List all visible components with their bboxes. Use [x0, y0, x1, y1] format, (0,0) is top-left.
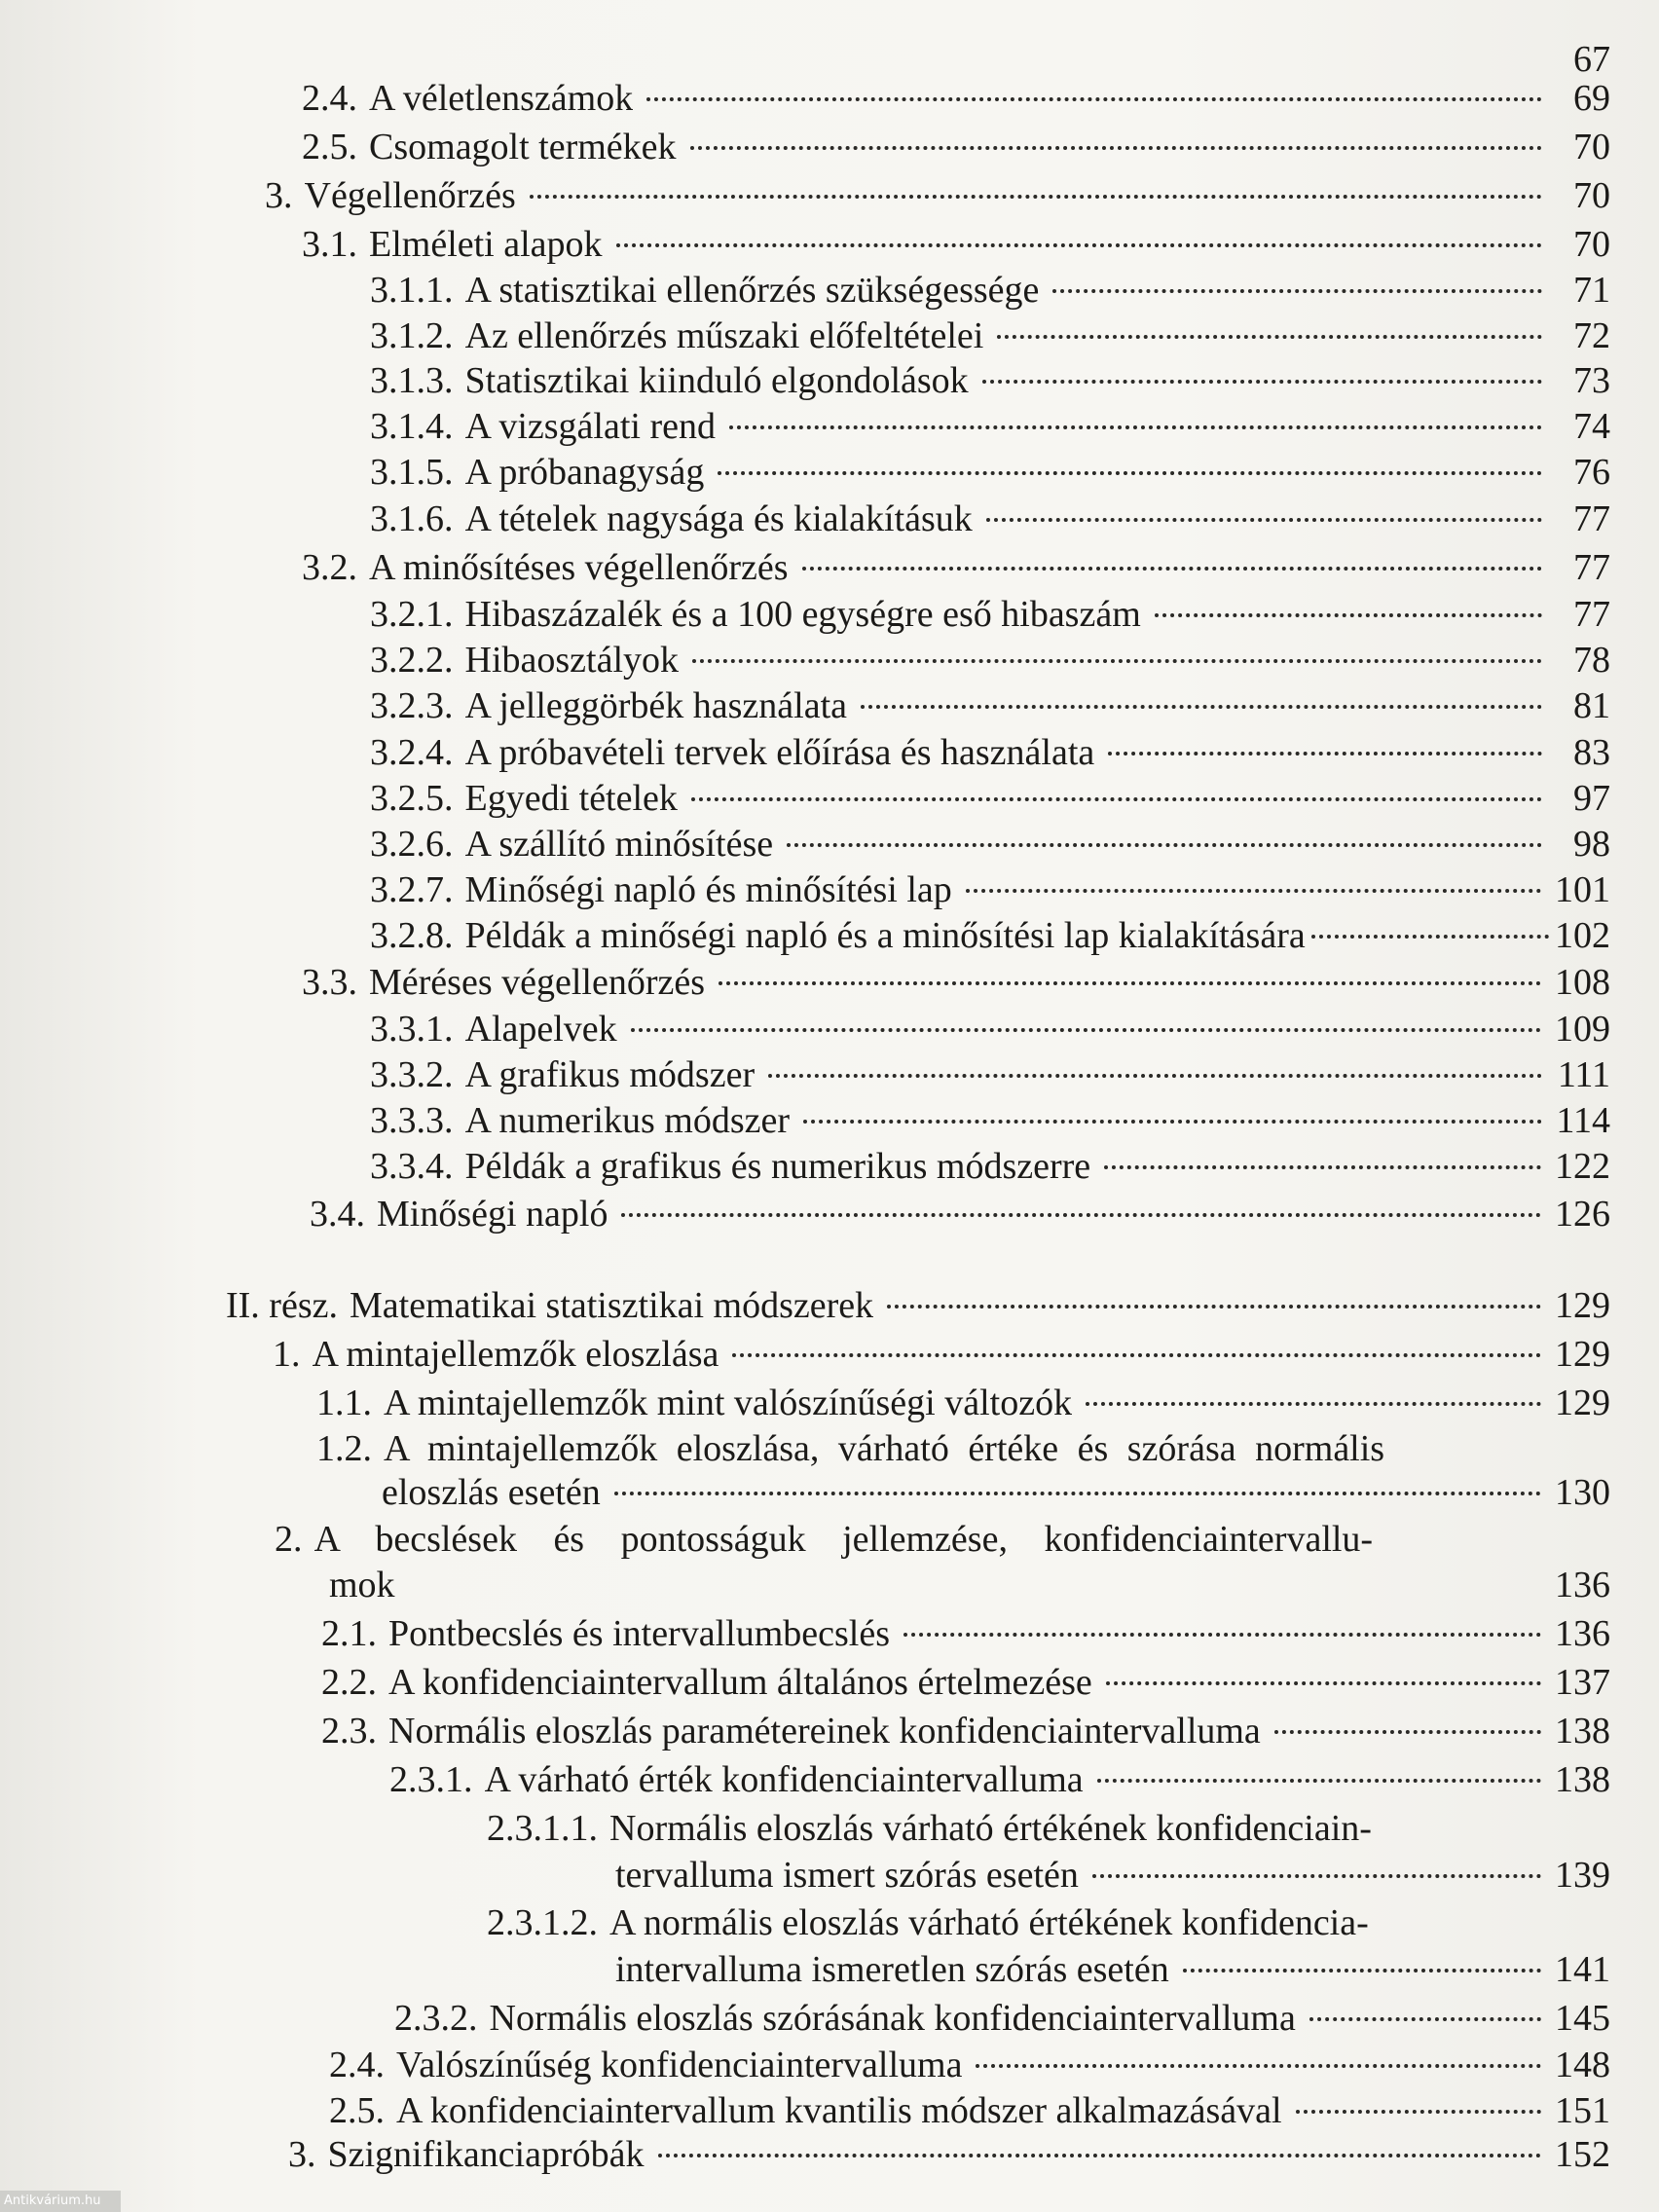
toc-entry-page: 69 — [1573, 78, 1610, 119]
toc-entry-number: 3.2. — [302, 547, 357, 588]
toc-entry-page: 77 — [1573, 498, 1610, 539]
toc-entry-number: 3.2.3. — [370, 685, 454, 726]
dot-leader — [1155, 613, 1542, 617]
toc-entry-number: 2.1. — [321, 1613, 377, 1654]
toc-entry — [370, 358, 1610, 403]
dot-leader — [861, 705, 1542, 709]
dot-leader — [787, 843, 1542, 847]
toc-entry — [370, 683, 1610, 728]
toc-entry-page: 78 — [1573, 640, 1610, 681]
toc-entry-number: 2.4. — [329, 2045, 385, 2085]
toc-entry — [370, 592, 1610, 637]
toc-entry-title: A várható érték konfidenciaintervalluma — [484, 1759, 1084, 1800]
toc-entry — [394, 1996, 1610, 2041]
toc-entry-page: 70 — [1573, 127, 1610, 167]
dot-leader — [646, 97, 1542, 101]
toc-entry-page: 109 — [1555, 1009, 1610, 1050]
toc-entry-number: 2.2. — [321, 1662, 377, 1703]
dot-leader — [718, 471, 1542, 475]
dot-leader — [1092, 1874, 1541, 1878]
toc-entry-title: Példák a minőségi napló és a minősítési lap kialakítására — [464, 915, 1306, 956]
toc-entry — [370, 1052, 1610, 1097]
toc-entry-page: 136 — [1555, 1565, 1610, 1605]
toc-entry-page: 97 — [1573, 778, 1610, 819]
toc-entry — [370, 497, 1610, 541]
dot-leader — [691, 797, 1542, 801]
toc-entry-title: Minőségi napló és minősítési lap — [464, 869, 952, 910]
dot-leader — [658, 2154, 1541, 2157]
toc-entry-number: 3.1.5. — [370, 452, 454, 493]
toc-entry-page: 148 — [1555, 2045, 1610, 2085]
toc-entry-number: 3.1.2. — [370, 315, 454, 356]
toc-entry-title: Pontbecslés és intervallumbecslés — [388, 1613, 890, 1654]
toc-entry-title: Példák a grafikus és numerikus módszerre — [464, 1146, 1091, 1187]
dot-leader — [732, 1353, 1541, 1357]
toc-part-heading — [226, 1283, 1610, 1328]
toc-entry-page: 141 — [1555, 1949, 1610, 1990]
toc-entry — [265, 173, 1610, 218]
toc-entry — [370, 822, 1610, 866]
toc-entry-page: 137 — [1555, 1662, 1610, 1703]
dot-leader — [997, 335, 1542, 339]
toc-entry-number: 2.3.2. — [394, 1998, 478, 2039]
toc-entry — [487, 1806, 1542, 1851]
toc-entry-number: 3.3.1. — [370, 1009, 454, 1050]
toc-entry — [370, 313, 1610, 358]
dot-leader — [1296, 2110, 1541, 2114]
toc-entry-number: 3.3.3. — [370, 1100, 454, 1141]
toc-entry — [370, 1098, 1610, 1143]
toc-entry-title: Normális eloszlás szórásának konfidenciaintervalluma — [489, 1998, 1296, 2039]
toc-entry-page: 139 — [1555, 1855, 1610, 1896]
toc-entry-number: 3.2.5. — [370, 778, 454, 819]
toc-entry-title: Hibaszázalék és a 100 egységre eső hibaszám — [464, 594, 1141, 635]
toc-entry-page: 77 — [1573, 547, 1610, 588]
dot-leader — [631, 1028, 1541, 1032]
toc-entry — [316, 1426, 1542, 1471]
toc-entry-number: 3.4. — [310, 1194, 365, 1235]
toc-entry-title-cont: mok — [329, 1565, 395, 1605]
toc-entry-page: 122 — [1555, 1146, 1610, 1187]
toc-entry-title: Végellenőrzés — [304, 175, 516, 216]
dot-leader — [1106, 1681, 1541, 1685]
toc-entry-page: 130 — [1555, 1472, 1610, 1513]
toc-entry-number: 1.1. — [316, 1382, 372, 1423]
toc-entry-number: 2.3.1. — [389, 1759, 473, 1800]
toc-entry-title: A mintajellemzők mint valószínűségi változók — [384, 1382, 1073, 1423]
toc-entry-number: II. rész. — [226, 1285, 338, 1326]
dot-leader — [903, 1633, 1541, 1637]
toc-entry-page: 74 — [1573, 406, 1610, 447]
toc-entry — [310, 1192, 1610, 1236]
dot-leader — [966, 889, 1541, 893]
toc-entry-number: 3.1. — [302, 224, 357, 265]
toc-entry-title: A konfidenciaintervallum általános értelmezése — [388, 1662, 1092, 1703]
toc-entry-continuation — [382, 1470, 1610, 1515]
toc-entry — [487, 1900, 1542, 1945]
toc-entry-number: 1.2. — [316, 1428, 372, 1469]
toc-entry-title: Minőségi napló — [377, 1194, 608, 1235]
toc-entry-page: 71 — [1573, 270, 1610, 311]
toc-entry-number: 3.2.4. — [370, 732, 454, 773]
toc-entry-title: Csomagolt termékek — [369, 127, 677, 167]
toc-entry-continuation — [615, 1853, 1610, 1898]
toc-entry-page: 102 — [1555, 915, 1610, 956]
toc-entry — [288, 2132, 1610, 2177]
toc-entry-page: 73 — [1573, 360, 1610, 401]
dot-leader — [616, 243, 1542, 247]
toc-entry — [370, 1007, 1610, 1051]
toc-entry-page: 129 — [1555, 1285, 1610, 1326]
toc-entry-number: 3. — [265, 175, 293, 216]
dot-leader — [887, 1305, 1541, 1309]
toc-entry-title: Szignifikanciapróbák — [327, 2134, 645, 2175]
toc-entry-title: Alapelvek — [464, 1009, 617, 1050]
toc-entry — [370, 913, 1610, 958]
toc-entry-page: 129 — [1555, 1382, 1610, 1423]
dot-leader — [768, 1074, 1542, 1078]
toc-entry-page: 98 — [1573, 824, 1610, 865]
toc-entry-title: Méréses végellenőrzés — [369, 962, 706, 1003]
dot-leader — [1183, 1969, 1541, 1972]
toc-entry-page: 152 — [1555, 2134, 1610, 2175]
toc-entry-title: A vizsgálati rend — [464, 406, 716, 447]
toc-entry-title: A tételek nagysága és kialakításuk — [464, 498, 973, 539]
toc-entry-title-cont: tervalluma ismert szórás esetén — [615, 1855, 1079, 1896]
toc-entry-page: 129 — [1555, 1334, 1610, 1375]
toc-entry-number: 2.3. — [321, 1711, 377, 1751]
toc-entry-title: A grafikus módszer — [464, 1054, 756, 1095]
toc-entry-title: Hibaosztályok — [464, 640, 680, 681]
toc-entry — [370, 450, 1610, 495]
toc-entry-title: Az ellenőrzés műszaki előfeltételei — [464, 315, 984, 356]
toc-entry — [273, 1332, 1610, 1377]
toc-entry — [321, 1709, 1610, 1753]
dot-leader — [1274, 1730, 1541, 1734]
toc-entry-number: 2.5. — [329, 2090, 385, 2131]
toc-entry-number: 1. — [273, 1334, 301, 1375]
toc-entry — [316, 1381, 1610, 1425]
toc-entry — [370, 268, 1610, 313]
toc-entry-title-cont: intervalluma ismeretlen szórás esetén — [615, 1949, 1169, 1990]
toc-entry-title: Normális eloszlás paramétereinek konfidenciaintervalluma — [388, 1711, 1261, 1751]
toc-entry-title: A minősítéses végellenőrzés — [369, 547, 789, 588]
toc-entry-title: A próbavételi tervek előírása és használata — [464, 732, 1095, 773]
toc-entry — [370, 638, 1610, 682]
toc-entry-title: Normális eloszlás várható értékének konfidenciain- — [609, 1808, 1372, 1849]
toc-entry-number: 3.2.2. — [370, 640, 454, 681]
toc-entry-number: 3.1.3. — [370, 360, 454, 401]
dot-leader — [1086, 1402, 1541, 1406]
dot-leader — [1104, 1165, 1541, 1169]
dot-leader — [976, 2064, 1541, 2068]
toc-entry — [302, 76, 1610, 121]
toc-entry-page: 138 — [1555, 1759, 1610, 1800]
dot-leader — [690, 146, 1542, 150]
dot-leader — [1097, 1779, 1541, 1783]
toc-entry-title: Elméleti alapok — [369, 224, 603, 265]
toc-entry-number: 3. — [288, 2134, 316, 2175]
toc-entry-page: 136 — [1555, 1613, 1610, 1654]
dot-leader — [803, 1120, 1542, 1124]
dot-leader — [1108, 752, 1542, 756]
toc-entry — [329, 2088, 1610, 2133]
dot-leader — [530, 195, 1542, 199]
dot-leader — [621, 1213, 1541, 1217]
toc-entry — [370, 1144, 1610, 1189]
toc-entry-number: 3.2.8. — [370, 915, 454, 956]
toc-entry-title: A normális eloszlás várható értékének konfidencia- — [609, 1902, 1369, 1943]
toc-entry — [321, 1660, 1610, 1705]
toc-entry-continuation — [615, 1947, 1610, 1992]
toc-entry — [321, 1611, 1610, 1656]
toc-entry-title: Statisztikai kiinduló elgondolások — [464, 360, 969, 401]
toc-entry-page: 81 — [1573, 685, 1610, 726]
toc-entry-continuation — [329, 1563, 1610, 1607]
toc-entry-title-cont: eloszlás esetén — [382, 1472, 601, 1513]
watermark-footer: Antikvárium.hu — [0, 2191, 121, 2212]
toc-entry — [302, 960, 1610, 1005]
toc-entry-title: Valószínűség konfidenciaintervalluma — [396, 2045, 963, 2085]
toc-entry-title: Matematikai statisztikai módszerek — [349, 1285, 874, 1326]
toc-entry-number: 2.4. — [302, 78, 357, 119]
toc-entry-title: A konfidenciaintervallum kvantilis módszer alkalmazásával — [396, 2090, 1282, 2131]
toc-entry-page: 70 — [1573, 224, 1610, 265]
dot-leader — [1309, 2017, 1541, 2021]
toc-entry — [329, 2043, 1610, 2087]
dot-leader — [729, 425, 1542, 429]
toc-entry-number: 3.1.6. — [370, 498, 454, 539]
toc-entry — [389, 1757, 1610, 1802]
toc-entry-title: A jelleggörbék használata — [464, 685, 848, 726]
toc-entry-number: 3.2.6. — [370, 824, 454, 865]
toc-entry-title: A véletlenszámok — [369, 78, 634, 119]
dot-leader — [986, 518, 1542, 522]
toc-entry-title: A becslések és pontosságuk jellemzése, konfidenciaintervallu- — [313, 1519, 1374, 1560]
toc-entry-number: 3.1.1. — [370, 270, 454, 311]
dot-leader — [802, 567, 1542, 571]
toc-entry-title: A szállító minősítése — [464, 824, 774, 865]
dot-leader — [1052, 289, 1542, 293]
toc-entry-number: 2.3.1.1. — [487, 1808, 598, 1849]
toc-entry — [370, 404, 1610, 449]
toc-entry — [370, 776, 1610, 821]
toc-entry-page: 151 — [1555, 2090, 1610, 2131]
toc-entry-title: A statisztikai ellenőrzés szükségessége — [464, 270, 1040, 311]
toc-entry-page: 76 — [1573, 452, 1610, 493]
dot-leader — [719, 981, 1541, 985]
toc-entry — [370, 730, 1610, 775]
toc-entry-title: A próbanagyság — [464, 452, 705, 493]
toc-entry-page: 111 — [1557, 1054, 1610, 1095]
toc-entry-title: Egyedi tételek — [464, 778, 678, 819]
toc-entry-number: 3.2.1. — [370, 594, 454, 635]
toc-entry-number: 2. — [275, 1519, 303, 1560]
toc-entry-title: A mintajellemzők eloszlása — [312, 1334, 719, 1375]
toc-entry — [370, 867, 1610, 912]
toc-entry — [302, 125, 1610, 169]
dot-leader — [1311, 935, 1549, 939]
toc-entry-page: 83 — [1573, 732, 1610, 773]
toc-entry-number: 3.3.2. — [370, 1054, 454, 1095]
toc-entry-page: 145 — [1555, 1998, 1610, 2039]
toc-entry — [302, 545, 1610, 590]
toc-entry-page: 138 — [1555, 1711, 1610, 1751]
toc-entry-title: A numerikus módszer — [464, 1100, 791, 1141]
toc-entry-number: 3.3. — [302, 962, 357, 1003]
toc-entry-page: 114 — [1556, 1100, 1610, 1141]
toc-entry-number: 3.2.7. — [370, 869, 454, 910]
toc-entry-page: 108 — [1555, 962, 1610, 1003]
dot-leader — [692, 659, 1542, 663]
toc-entry-page: 72 — [1573, 315, 1610, 356]
dot-leader — [982, 380, 1542, 384]
toc-entry-title: A mintajellemzők eloszlása, várható értéke és szórása normális — [384, 1428, 1385, 1469]
dot-leader — [614, 1492, 1541, 1495]
toc-entry-number: 2.5. — [302, 127, 357, 167]
toc-entry-page: 77 — [1573, 594, 1610, 635]
toc-entry-number: 3.3.4. — [370, 1146, 454, 1187]
toc-entry-number: 3.1.4. — [370, 406, 454, 447]
toc-entry-page: 70 — [1573, 175, 1610, 216]
toc-entry-page: 126 — [1555, 1194, 1610, 1235]
toc-entry — [275, 1517, 1542, 1562]
toc-entry-number: 2.3.1.2. — [487, 1902, 598, 1943]
page-number-top: 67 — [1573, 39, 1610, 80]
toc-entry-page: 101 — [1555, 869, 1610, 910]
toc-entry — [302, 222, 1610, 267]
